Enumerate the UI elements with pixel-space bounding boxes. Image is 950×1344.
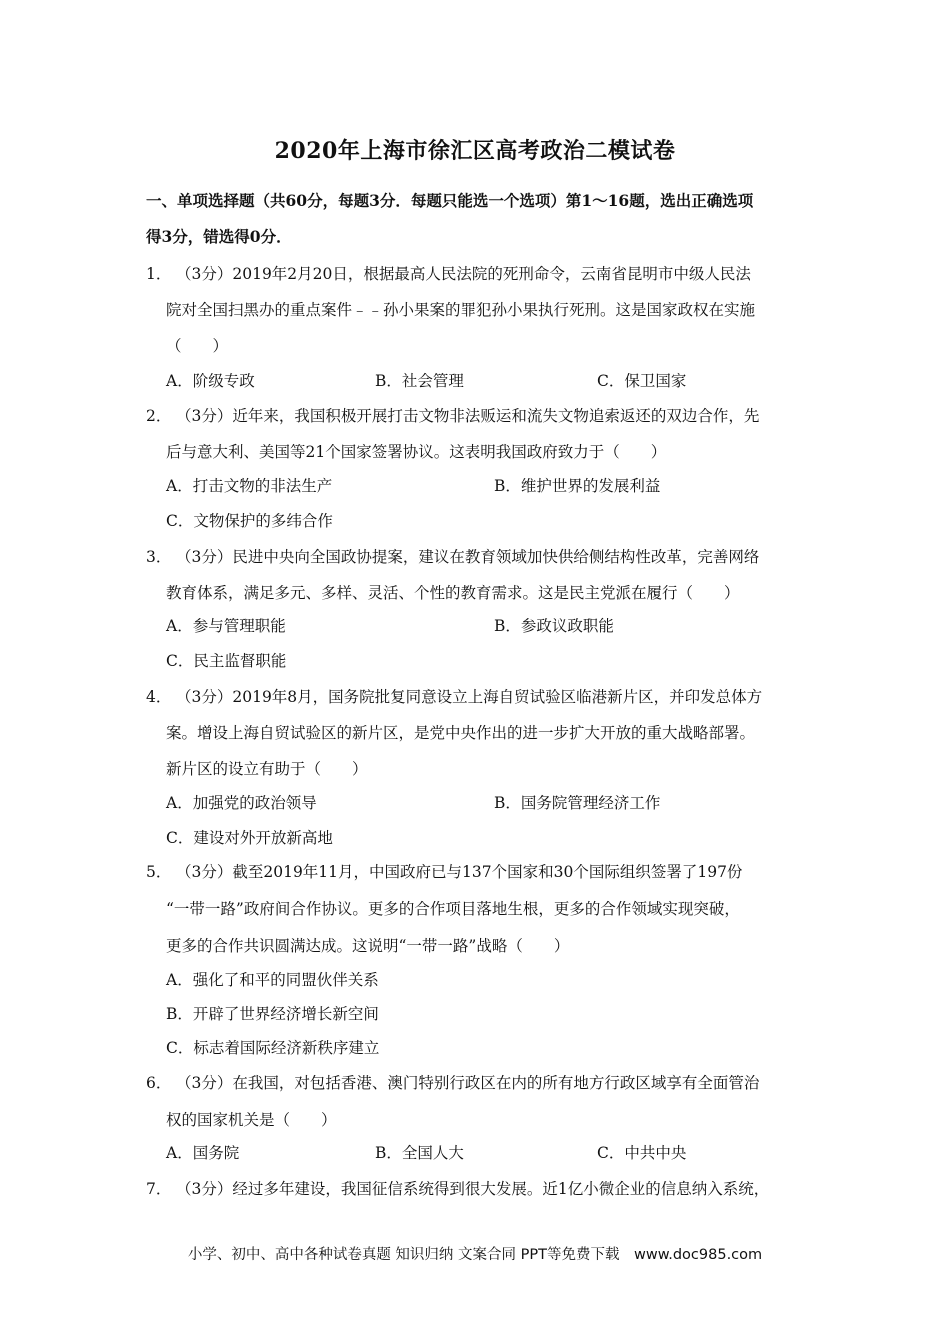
footer-watermark-text: 小学、初中、高中各种试卷真题 知识归纳 文案合同 PPT等免费下载 www.doc985.com [187,1247,763,1263]
option-c: C．建设对外开放新高地 [166,829,333,847]
question-number: 6． [146,1074,172,1092]
option-b: B．国务院管理经济工作 [494,794,661,812]
question-text: 权的国家机关是（ ） [166,1111,337,1129]
question-number: 5． [146,863,172,881]
option-a: A．国务院 [166,1144,240,1162]
question-text: （ ） [166,337,229,355]
page-title: 2020年上海市徐汇区高考政治二模试卷 [274,138,676,164]
question-number: 7． [146,1180,172,1198]
question-text: （3分）2019年8月，国务院批复同意设立上海自贸试验区临港新片区，并印发总体方 [176,688,763,706]
question-number: 3． [146,548,172,566]
option-b: B．开辟了世界经济增长新空间 [166,1005,379,1023]
option-a: A．参与管理职能 [166,617,286,635]
question-text: “一带一路”政府间合作协议。更多的合作项目落地生根，更多的合作领域实现突破， [166,900,740,918]
question-text: 新片区的设立有助于（ ） [166,760,368,778]
option-a: A．打击文物的非法生产 [166,477,333,495]
question-text: 案。增设上海自贸试验区的新片区，是党中央作出的进一步扩大开放的重大战略部署。 [166,724,756,742]
question-text: （3分）2019年2月20日，根据最高人民法院的死刑命令，云南省昆明市中级人民法 [176,265,751,283]
question-text: 更多的合作共识圆满达成。这说明“一带一路”战略（ ） [166,937,570,955]
option-c: C．保卫国家 [597,372,687,390]
question-text: （3分）截至2019年11月，中国政府已与137个国家和30个国际组织签署了197份 [176,863,743,881]
question-text: 教育体系，满足多元、多样、灵活、个性的教育需求。这是民主党派在履行（ ） [166,584,740,602]
section-heading-line-1: 一、单项选择题（共60分，每题3分．每题只能选一个选项）第1～16题，选出正确选项 [146,191,754,210]
option-a: A．阶级专政 [166,372,255,390]
option-c: C．文物保护的多纬合作 [166,512,333,530]
question-text: 后与意大利、美国等21个国家签署协议。这表明我国政府致力于（ ） [166,443,667,461]
option-b: B．参政议政职能 [494,617,614,635]
question-number: 4． [146,688,172,706]
option-a: A．加强党的政治领导 [166,794,317,812]
section-heading-line-2: 得3分，错选得0分． [146,227,292,246]
question-text: （3分）在我国，对包括香港、澳门特别行政区在内的所有地方行政区域享有全面管治 [176,1074,760,1092]
question-text: 院对全国扫黑办的重点案件﹣﹣孙小果案的罪犯孙小果执行死刑。这是国家政权在实施 [166,301,756,319]
question-text: （3分）经过多年建设，我国征信系统得到很大发展。近1亿小微企业的信息纳入系统， [176,1180,770,1198]
option-b: B．维护世界的发展利益 [494,477,661,495]
option-c: C．标志着国际经济新秩序建立 [166,1039,380,1057]
question-text: （3分）民进中央向全国政协提案，建议在教育领域加快供给侧结构性改革，完善网络 [176,548,760,566]
option-c: C．民主监督职能 [166,652,287,670]
option-b: B．社会管理 [375,372,464,390]
question-number: 2． [146,407,172,425]
option-b: B．全国人大 [375,1144,464,1162]
option-a: A．强化了和平的同盟伙伴关系 [166,971,379,989]
option-c: C．中共中央 [597,1144,687,1162]
question-text: （3分）近年来，我国积极开展打击文物非法贩运和流失文物追索返还的双边合作，先 [176,407,760,425]
question-number: 1． [146,265,172,283]
